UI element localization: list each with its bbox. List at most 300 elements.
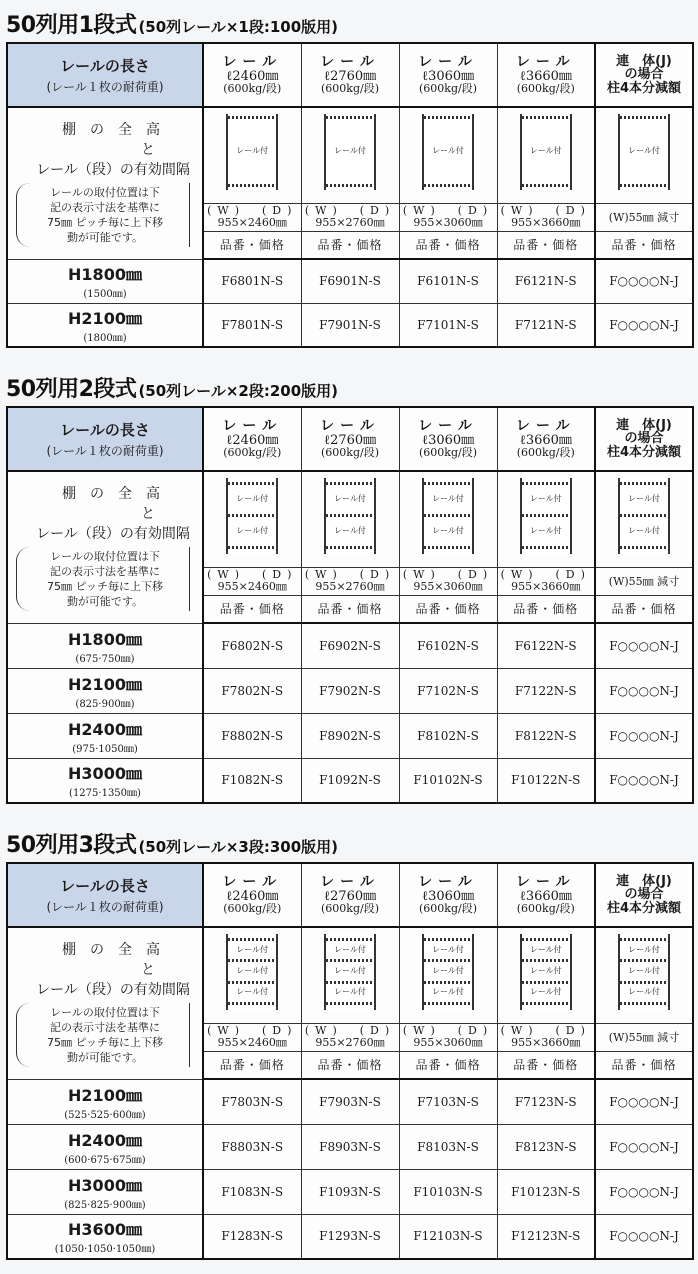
product-code: F12103N-S <box>399 1214 497 1259</box>
joint-discount: 柱4本分減額 <box>606 444 682 460</box>
section-title-sub: (50列レール×3段:300版用) <box>138 838 339 856</box>
product-code: F1092N-S <box>301 758 399 803</box>
joint-dimension: (W)55㎜ 減寸 <box>595 567 693 595</box>
joint-label: 連 体(J) <box>616 417 672 433</box>
dimension-value: 955×2460㎜ <box>217 1036 287 1049</box>
product-code: F7103N-S <box>399 1079 497 1124</box>
shelf-diagram <box>422 478 474 554</box>
height-description <box>7 107 203 259</box>
column-header <box>203 863 301 927</box>
column-header <box>497 407 595 471</box>
desc-and: と <box>141 506 155 523</box>
pitch-note-line: 75㎜ ピッチ毎に上下移 <box>46 580 164 594</box>
rail-label: レール付 <box>432 945 464 954</box>
header-rail-length <box>7 407 203 471</box>
part-price-header: 品番・価格 <box>203 1051 301 1079</box>
pitch-note <box>16 1003 190 1067</box>
height-spacing: (525·525·600㎜) <box>64 1109 146 1121</box>
height-cell <box>7 623 203 668</box>
product-code: F8102N-S <box>399 713 497 758</box>
rail-tier <box>620 482 668 485</box>
dimension-value: 955×2760㎜ <box>315 580 385 593</box>
dimension-axes: (W) (D) <box>304 568 396 581</box>
dimension-axes: (W) (D) <box>500 204 591 217</box>
pitch-note-line: レールの取付位置は下 <box>50 186 160 200</box>
part-price-header: 品番・価格 <box>595 231 693 259</box>
part-price-header: 品番・価格 <box>203 595 301 623</box>
rail-name: レール <box>515 874 576 891</box>
rail-label: レール付 <box>628 526 660 535</box>
dimension-value: 955×3660㎜ <box>511 580 581 593</box>
product-code: F7101N-S <box>399 303 497 347</box>
section-title <box>6 8 338 42</box>
desc-and: と <box>141 962 155 979</box>
height-spacing: (1275·1350㎜) <box>69 788 141 800</box>
shelf-diagram <box>226 934 278 1010</box>
height-value: H3000㎜ <box>68 764 142 784</box>
rail-tier <box>326 546 374 549</box>
product-code: F6802N-S <box>203 623 301 668</box>
rail-length-label: レールの長さ <box>60 421 150 439</box>
column-header <box>203 407 301 471</box>
pitch-note <box>16 547 190 611</box>
height-value: H2100㎜ <box>68 308 142 328</box>
rail-label: レール付 <box>334 526 366 535</box>
product-code: F6801N-S <box>203 259 301 303</box>
rail-tier <box>228 1002 276 1005</box>
dimension-axes: (W) (D) <box>402 1024 494 1037</box>
product-code: F○○○○N-J <box>595 713 693 758</box>
header-rail-length <box>7 863 203 927</box>
rail-capacity: (600kg/段) <box>419 902 477 916</box>
product-code: F○○○○N-J <box>595 1214 693 1259</box>
rail-label: レール付 <box>432 987 464 996</box>
joint-dimension: (W)55㎜ 減寸 <box>595 1023 693 1051</box>
product-code: F6121N-S <box>497 259 595 303</box>
rail-tier <box>326 959 374 962</box>
rail-length: ℓ2760㎜ <box>323 432 377 448</box>
rail-name: レール <box>320 54 380 71</box>
shelf-diagram-cell <box>497 107 595 203</box>
dimension-value: 955×3060㎜ <box>413 1036 483 1049</box>
rail-label: レール付 <box>334 945 366 954</box>
rail-capacity: (600kg/段) <box>223 902 282 916</box>
pitch-note-line: 動が可能です。 <box>66 231 144 245</box>
part-price-header: 品番・価格 <box>301 231 399 259</box>
desc-effective-gap: レール（段）の有効間隔 <box>36 162 190 179</box>
dimension-axes: (W) (D) <box>304 1024 396 1037</box>
dimension-cell <box>203 1023 301 1051</box>
rail-label: レール付 <box>432 966 464 975</box>
product-code: F8122N-S <box>497 713 595 758</box>
rail-capacity: (600kg/段) <box>321 902 379 916</box>
joint-dimension: (W)55㎜ 減寸 <box>595 203 693 231</box>
height-spacing: (675·750㎜) <box>75 653 135 665</box>
shelf-diagram <box>520 934 572 1010</box>
rail-tier <box>326 981 374 984</box>
product-code: F10122N-S <box>497 758 595 803</box>
rail-label: レール付 <box>334 146 366 155</box>
shelf-diagram <box>324 114 376 190</box>
shelf-diagram <box>422 114 474 190</box>
rail-capacity-label: (レール１枚の耐荷重) <box>46 444 164 458</box>
dimension-value: 955×3060㎜ <box>413 580 483 593</box>
product-code: F10102N-S <box>399 758 497 803</box>
rail-name: レール <box>222 54 283 71</box>
rail-capacity: (600kg/段) <box>223 82 282 96</box>
rail-tier <box>620 184 668 187</box>
rail-tier <box>424 981 472 984</box>
product-code: F7123N-S <box>497 1079 595 1124</box>
spec-table <box>6 862 694 1260</box>
shelf-diagram <box>324 478 376 554</box>
rail-label: レール付 <box>432 526 464 535</box>
column-header <box>399 863 497 927</box>
dimension-cell <box>399 567 497 595</box>
height-spacing: (600·675·675㎜) <box>64 1154 146 1166</box>
rail-label: レール付 <box>334 494 366 503</box>
rail-tier <box>424 184 472 187</box>
height-cell <box>7 758 203 803</box>
height-cell <box>7 259 203 303</box>
dimension-axes: (W) (D) <box>207 1024 298 1037</box>
product-code: F○○○○N-J <box>595 1169 693 1214</box>
shelf-diagram <box>618 478 670 554</box>
rail-label: レール付 <box>529 494 562 503</box>
rail-tier <box>326 184 374 187</box>
dimension-cell <box>497 567 595 595</box>
desc-and: と <box>141 142 155 159</box>
shelf-diagram-cell <box>301 927 399 1023</box>
height-value: H3000㎜ <box>68 1175 142 1195</box>
rail-label: レール付 <box>334 966 366 975</box>
rail-length-label: レールの長さ <box>60 877 150 895</box>
rail-length: ℓ2460㎜ <box>226 888 279 904</box>
height-spacing: (825·825·900㎜) <box>64 1199 146 1211</box>
shelf-diagram-cell <box>203 927 301 1023</box>
rail-tier <box>620 938 668 941</box>
height-cell <box>7 668 203 713</box>
rail-tier <box>620 116 668 119</box>
desc-total-height: 棚の全高 <box>62 942 174 959</box>
dimension-value: 955×3660㎜ <box>511 1036 581 1049</box>
rail-label: レール付 <box>236 526 269 535</box>
pitch-note-line: 記の表示寸法を基準に <box>50 201 160 215</box>
rail-tier <box>424 514 472 517</box>
product-code: F6122N-S <box>497 623 595 668</box>
rail-label: レール付 <box>628 966 660 975</box>
pitch-note-line: 記の表示寸法を基準に <box>50 1021 160 1035</box>
column-header <box>301 407 399 471</box>
product-code: F6102N-S <box>399 623 497 668</box>
shelf-diagram <box>520 478 572 554</box>
product-code: F8802N-S <box>203 713 301 758</box>
height-value: H2100㎜ <box>68 674 142 694</box>
section-title-main: 50列用2段式 <box>6 377 137 402</box>
product-code: F7102N-S <box>399 668 497 713</box>
rail-capacity-label: (レール１枚の耐荷重) <box>46 900 164 914</box>
pitch-note-line: レールの取付位置は下 <box>50 550 160 564</box>
product-code: F1283N-S <box>203 1214 301 1259</box>
product-code: F7122N-S <box>497 668 595 713</box>
product-code: F6901N-S <box>301 259 399 303</box>
height-spacing: (975·1050㎜) <box>72 743 138 755</box>
rail-tier <box>522 116 570 119</box>
part-price-header: 品番・価格 <box>399 1051 497 1079</box>
header-rail-length <box>7 43 203 107</box>
rail-tier <box>228 116 276 119</box>
joint-case: の場合 <box>624 887 664 903</box>
dimension-value: 955×2760㎜ <box>315 1036 385 1049</box>
rail-length: ℓ2760㎜ <box>323 888 377 904</box>
height-cell <box>7 1169 203 1214</box>
dimension-cell <box>301 1023 399 1051</box>
pitch-note <box>16 183 190 247</box>
product-code: F7803N-S <box>203 1079 301 1124</box>
dimension-axes: (W) (D) <box>402 568 494 581</box>
column-header <box>301 43 399 107</box>
product-code: F8103N-S <box>399 1124 497 1169</box>
rail-capacity: (600kg/段) <box>516 902 575 916</box>
shelf-diagram-cell <box>399 471 497 567</box>
column-header <box>301 863 399 927</box>
part-price-header: 品番・価格 <box>595 595 693 623</box>
rail-length: ℓ3660㎜ <box>519 432 572 448</box>
rail-tier <box>228 184 276 187</box>
rail-tier <box>522 959 570 962</box>
rail-name: レール <box>418 874 478 891</box>
rail-tier <box>424 938 472 941</box>
shelf-diagram <box>520 114 572 190</box>
joint-label: 連 体(J) <box>616 873 672 889</box>
product-code: F○○○○N-J <box>595 259 693 303</box>
rail-label: レール付 <box>236 945 269 954</box>
rail-name: レール <box>320 874 380 891</box>
height-cell <box>7 303 203 347</box>
shelf-diagram-cell <box>203 471 301 567</box>
rail-label: レール付 <box>529 526 562 535</box>
rail-capacity: (600kg/段) <box>419 446 477 460</box>
dimension-cell <box>497 1023 595 1051</box>
rail-label: レール付 <box>628 945 660 954</box>
rail-tier <box>228 546 276 549</box>
product-code: F12123N-S <box>497 1214 595 1259</box>
part-price-header: 品番・価格 <box>497 595 595 623</box>
dimension-axes: (W) (D) <box>500 568 591 581</box>
section-title <box>6 372 338 406</box>
rail-tier <box>326 116 374 119</box>
rail-capacity: (600kg/段) <box>516 446 575 460</box>
product-code: F○○○○N-J <box>595 1079 693 1124</box>
rail-label: レール付 <box>236 146 269 155</box>
rail-name: レール <box>418 418 478 435</box>
rail-length: ℓ3660㎜ <box>519 888 572 904</box>
rail-label: レール付 <box>432 146 464 155</box>
product-code: F6902N-S <box>301 623 399 668</box>
shelf-diagram-cell <box>203 107 301 203</box>
dimension-axes: (W) (D) <box>304 204 396 217</box>
rail-tier <box>228 482 276 485</box>
rail-name: レール <box>515 418 576 435</box>
rail-tier <box>620 981 668 984</box>
pitch-note-line: 動が可能です。 <box>66 595 144 609</box>
rail-length-label: レールの長さ <box>60 57 150 75</box>
part-price-header: 品番・価格 <box>497 1051 595 1079</box>
shelf-diagram-cell <box>595 471 693 567</box>
shelf-diagram-cell <box>301 107 399 203</box>
rail-tier <box>424 482 472 485</box>
rail-tier <box>522 514 570 517</box>
shelf-diagram <box>422 934 474 1010</box>
desc-total-height: 棚の全高 <box>62 122 174 139</box>
shelf-diagram <box>226 478 278 554</box>
rail-length: ℓ3660㎜ <box>519 68 572 84</box>
dimension-cell <box>301 567 399 595</box>
column-header-joint <box>595 407 693 471</box>
rail-tier <box>424 546 472 549</box>
shelf-diagram-cell <box>399 107 497 203</box>
rail-label: レール付 <box>628 987 660 996</box>
dimension-value: 955×2460㎜ <box>217 216 287 229</box>
joint-discount: 柱4本分減額 <box>606 900 682 916</box>
pitch-note-line: 75㎜ ピッチ毎に上下移 <box>46 1036 164 1050</box>
shelf-diagram <box>324 934 376 1010</box>
desc-total-height: 棚の全高 <box>62 486 174 503</box>
column-header <box>497 43 595 107</box>
product-code: F7121N-S <box>497 303 595 347</box>
desc-effective-gap: レール（段）の有効間隔 <box>36 982 190 999</box>
rail-label: レール付 <box>529 146 562 155</box>
product-code: F7801N-S <box>203 303 301 347</box>
product-code: F7902N-S <box>301 668 399 713</box>
product-code: F8123N-S <box>497 1124 595 1169</box>
section-title-sub: (50列レール×2段:200版用) <box>138 382 339 400</box>
height-value: H2100㎜ <box>68 1085 142 1105</box>
height-spacing: (825·900㎜) <box>75 698 135 710</box>
part-price-header: 品番・価格 <box>595 1051 693 1079</box>
pitch-note-line: 動が可能です。 <box>66 1051 144 1065</box>
product-code: F○○○○N-J <box>595 303 693 347</box>
product-code: F○○○○N-J <box>595 1124 693 1169</box>
shelf-diagram <box>618 114 670 190</box>
shelf-diagram-cell <box>301 471 399 567</box>
rail-label: レール付 <box>432 494 464 503</box>
column-header-joint <box>595 863 693 927</box>
section-title-main: 50列用3段式 <box>6 833 137 858</box>
rail-label: レール付 <box>236 494 269 503</box>
rail-name: レール <box>222 418 283 435</box>
rail-label: レール付 <box>236 987 269 996</box>
rail-capacity: (600kg/段) <box>516 82 575 96</box>
dimension-cell <box>497 203 595 231</box>
section-title-sub: (50列レール×1段:100版用) <box>138 18 339 36</box>
column-header <box>399 407 497 471</box>
rail-tier <box>620 514 668 517</box>
height-value: H1800㎜ <box>68 265 142 284</box>
shelf-diagram <box>618 934 670 1010</box>
height-value: H3600㎜ <box>68 1220 142 1240</box>
dimension-axes: (W) (D) <box>207 568 298 581</box>
product-code: F1093N-S <box>301 1169 399 1214</box>
pitch-note-line: 記の表示寸法を基準に <box>50 565 160 579</box>
spec-table <box>6 406 694 804</box>
rail-tier <box>228 514 276 517</box>
dimension-value: 955×3660㎜ <box>511 216 581 229</box>
rail-tier <box>326 1002 374 1005</box>
product-code: F○○○○N-J <box>595 623 693 668</box>
rail-label: レール付 <box>628 494 660 503</box>
rail-capacity: (600kg/段) <box>223 446 282 460</box>
product-code: F7903N-S <box>301 1079 399 1124</box>
spec-table <box>6 42 694 348</box>
part-price-header: 品番・価格 <box>203 231 301 259</box>
dimension-value: 955×2760㎜ <box>315 216 385 229</box>
product-code: F10123N-S <box>497 1169 595 1214</box>
desc-effective-gap: レール（段）の有効間隔 <box>36 526 190 543</box>
joint-case: の場合 <box>624 67 664 83</box>
section-title-main: 50列用1段式 <box>6 13 137 38</box>
product-code: F○○○○N-J <box>595 668 693 713</box>
product-code: F10103N-S <box>399 1169 497 1214</box>
column-header <box>399 43 497 107</box>
rail-tier <box>228 938 276 941</box>
shelf-diagram-cell <box>497 927 595 1023</box>
shelf-diagram-cell <box>399 927 497 1023</box>
rail-label: レール付 <box>529 987 562 996</box>
rail-tier <box>522 546 570 549</box>
rail-name: レール <box>320 418 380 435</box>
rail-label: レール付 <box>334 987 366 996</box>
product-code: F6101N-S <box>399 259 497 303</box>
rail-tier <box>620 1002 668 1005</box>
part-price-header: 品番・価格 <box>301 1051 399 1079</box>
section-title <box>6 828 338 862</box>
rail-tier <box>620 959 668 962</box>
rail-length: ℓ2460㎜ <box>226 432 279 448</box>
shelf-diagram-cell <box>595 927 693 1023</box>
shelf-diagram-cell <box>497 471 595 567</box>
product-code: F1293N-S <box>301 1214 399 1259</box>
height-cell <box>7 1079 203 1124</box>
product-code: F1083N-S <box>203 1169 301 1214</box>
height-description <box>7 927 203 1079</box>
product-code: F1082N-S <box>203 758 301 803</box>
product-code: F7802N-S <box>203 668 301 713</box>
part-price-header: 品番・価格 <box>301 595 399 623</box>
rail-tier <box>228 981 276 984</box>
rail-name: レール <box>418 54 478 71</box>
product-code: F8902N-S <box>301 713 399 758</box>
rail-tier <box>424 116 472 119</box>
rail-label: レール付 <box>236 966 269 975</box>
rail-length: ℓ3060㎜ <box>421 432 475 448</box>
part-price-header: 品番・価格 <box>497 231 595 259</box>
height-value: H2400㎜ <box>68 719 142 739</box>
height-cell <box>7 1214 203 1259</box>
dimension-value: 955×2460㎜ <box>217 580 287 593</box>
rail-tier <box>424 959 472 962</box>
rail-label: レール付 <box>529 945 562 954</box>
height-value: H1800㎜ <box>68 629 142 649</box>
dimension-cell <box>203 203 301 231</box>
dimension-cell <box>399 1023 497 1051</box>
height-spacing: (1800㎜) <box>83 332 127 344</box>
height-cell <box>7 713 203 758</box>
rail-length: ℓ2460㎜ <box>226 68 279 84</box>
rail-name: レール <box>222 874 283 891</box>
rail-tier <box>522 482 570 485</box>
product-code: F8903N-S <box>301 1124 399 1169</box>
